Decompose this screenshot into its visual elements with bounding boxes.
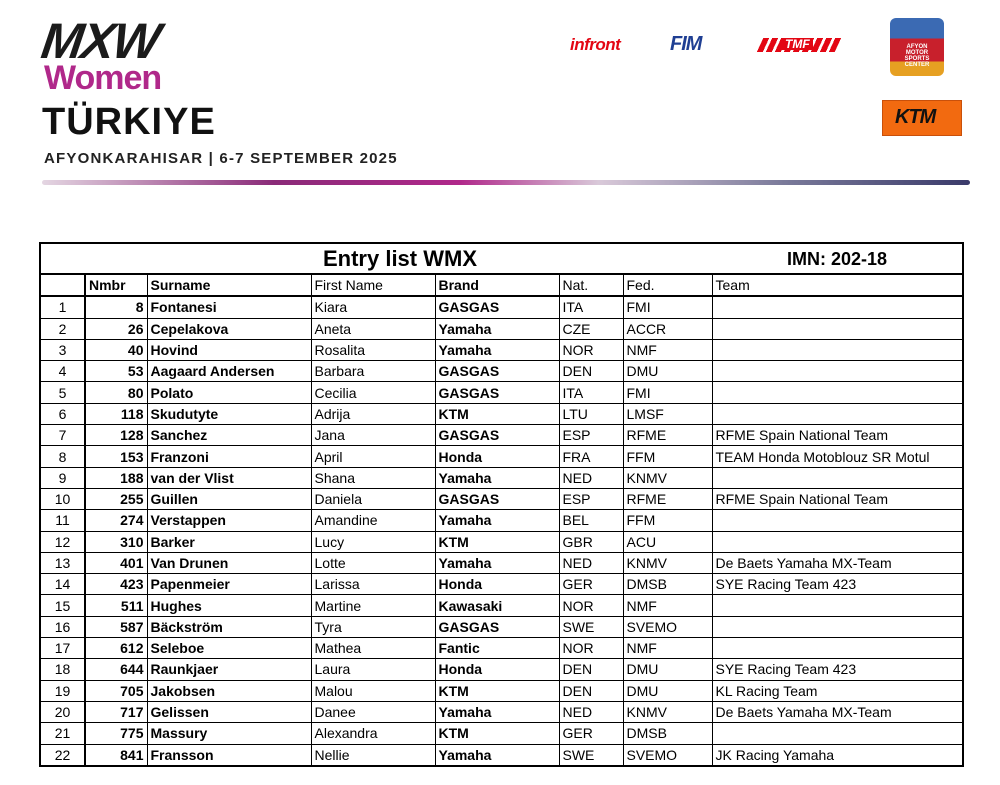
rider-surname: Barker [147, 531, 311, 552]
rider-number: 153 [85, 446, 147, 467]
rider-brand: KTM [435, 531, 559, 552]
rider-team: De Baets Yamaha MX-Team [712, 701, 962, 722]
rider-team [712, 403, 962, 424]
rider-number: 401 [85, 552, 147, 573]
rider-first-name: Laura [311, 659, 435, 680]
rider-nationality: LTU [559, 403, 623, 424]
rider-team [712, 361, 962, 382]
table-header-row [41, 275, 962, 296]
rider-first-name: Mathea [311, 638, 435, 659]
rider-team [712, 531, 962, 552]
table-row [41, 595, 962, 616]
row-index: 6 [58, 405, 67, 422]
rider-brand: Yamaha [435, 701, 559, 722]
tmf-logo [760, 35, 840, 55]
table-row [41, 680, 962, 701]
rider-first-name: Martine [311, 595, 435, 616]
col-header-nat: Nat. [559, 275, 623, 296]
rider-nationality: GER [559, 574, 623, 595]
rider-brand: Kawasaki [435, 595, 559, 616]
rider-surname: Massury [147, 723, 311, 744]
row-index: 4 [58, 363, 67, 380]
row-index: 2 [58, 320, 67, 337]
table-row [41, 616, 962, 637]
rider-brand: Yamaha [435, 339, 559, 360]
row-index: 19 [54, 682, 71, 699]
rider-team: RFME Spain National Team [712, 425, 962, 446]
rider-nationality: SWE [559, 744, 623, 765]
rider-team: SYE Racing Team 423 [712, 659, 962, 680]
rider-number: 841 [85, 744, 147, 765]
rider-number: 188 [85, 467, 147, 488]
rider-first-name: Danee [311, 701, 435, 722]
rider-brand: GASGAS [435, 616, 559, 637]
rider-first-name: Daniela [311, 488, 435, 509]
table-row [41, 659, 962, 680]
rider-brand: Yamaha [435, 318, 559, 339]
rider-number: 8 [85, 296, 147, 318]
rider-brand: KTM [435, 723, 559, 744]
rider-team [712, 723, 962, 744]
rider-federation: KNMV [623, 552, 712, 573]
event-logo [38, 13, 422, 176]
table-title: Entry list WMX [322, 246, 477, 271]
mxw-logo: MXW [38, 13, 163, 69]
rider-brand: GASGAS [435, 361, 559, 382]
event-venue-date: AFYONKARAHISAR | 6-7 SEPTEMBER 2025 [44, 150, 398, 167]
rider-nationality: GBR [559, 531, 623, 552]
col-header-index [41, 275, 85, 296]
rider-first-name: Rosalita [311, 339, 435, 360]
rider-first-name: Adrija [311, 403, 435, 424]
table-row [41, 744, 962, 765]
rider-brand: KTM [435, 403, 559, 424]
rider-team [712, 616, 962, 637]
rider-surname: Papenmeier [147, 574, 311, 595]
rider-number: 717 [85, 701, 147, 722]
rider-brand: GASGAS [435, 382, 559, 403]
table-row [41, 531, 962, 552]
rider-federation: RFME [623, 425, 712, 446]
rider-first-name: Tyra [311, 616, 435, 637]
imn-code: IMN: 202-18 [787, 249, 888, 269]
rider-team: TEAM Honda Motoblouz SR Motul [712, 446, 962, 467]
rider-number: 423 [85, 574, 147, 595]
col-header-surname: Surname [147, 275, 311, 296]
rider-number: 705 [85, 680, 147, 701]
rider-nationality: NOR [559, 595, 623, 616]
women-logo: Women [44, 59, 162, 97]
rider-nationality: ESP [559, 488, 623, 509]
rider-federation: FMI [623, 296, 712, 318]
rider-surname: Seleboe [147, 638, 311, 659]
col-header-first-name: First Name [311, 275, 435, 296]
row-index: 11 [55, 512, 70, 529]
rider-number: 53 [85, 361, 147, 382]
ktm-logo [882, 100, 962, 136]
row-index: 18 [54, 661, 71, 678]
table-row [41, 552, 962, 573]
row-index: 16 [54, 618, 71, 635]
rider-team: De Baets Yamaha MX-Team [712, 552, 962, 573]
rider-federation: FFM [623, 510, 712, 531]
rider-brand: GASGAS [435, 296, 559, 318]
rider-first-name: Larissa [311, 574, 435, 595]
rider-nationality: ESP [559, 425, 623, 446]
rider-federation: KNMV [623, 701, 712, 722]
rider-surname: Franzoni [147, 446, 311, 467]
row-index: 15 [54, 597, 71, 614]
rider-number: 274 [85, 510, 147, 531]
rider-federation: SVEMO [623, 616, 712, 637]
rider-federation: DMSB [623, 574, 712, 595]
rider-surname: Jakobsen [147, 680, 311, 701]
rider-brand: Yamaha [435, 552, 559, 573]
header-divider-stripe [42, 180, 970, 185]
rider-surname: Hovind [147, 339, 311, 360]
col-header-team: Team [712, 275, 962, 296]
rider-number: 255 [85, 488, 147, 509]
entry-list-table [39, 242, 964, 767]
rider-nationality: ITA [559, 296, 623, 318]
rider-team [712, 510, 962, 531]
table-title-row [41, 244, 962, 275]
rider-first-name: Alexandra [311, 723, 435, 744]
rider-surname: van der Vlist [147, 467, 311, 488]
rider-federation: FMI [623, 382, 712, 403]
rider-surname: Sanchez [147, 425, 311, 446]
table-row [41, 425, 962, 446]
row-index: 17 [54, 640, 71, 657]
tmf-logo-text: TMF [782, 38, 813, 50]
rider-first-name: Lucy [311, 531, 435, 552]
table-row [41, 361, 962, 382]
table-row [41, 467, 962, 488]
rider-nationality: GER [559, 723, 623, 744]
table-row [41, 701, 962, 722]
rider-first-name: Barbara [311, 361, 435, 382]
rider-nationality: NOR [559, 638, 623, 659]
fim-logo: FIM [670, 33, 702, 55]
rider-team [712, 339, 962, 360]
rider-federation: DMU [623, 659, 712, 680]
ktm-logo-text: KTM [895, 106, 936, 128]
rider-brand: GASGAS [435, 488, 559, 509]
rider-team [712, 296, 962, 318]
rider-brand: Yamaha [435, 744, 559, 765]
rider-nationality: DEN [559, 659, 623, 680]
afyon-motor-sports-logo [890, 18, 944, 76]
table-row [41, 382, 962, 403]
row-index: 21 [54, 725, 71, 742]
table-row [41, 510, 962, 531]
rider-first-name: Cecilia [311, 382, 435, 403]
rider-first-name: Lotte [311, 552, 435, 573]
row-index: 8 [58, 448, 67, 465]
rider-team: SYE Racing Team 423 [712, 574, 962, 595]
rider-first-name: Nellie [311, 744, 435, 765]
rider-brand: Honda [435, 574, 559, 595]
rider-team: RFME Spain National Team [712, 488, 962, 509]
rider-brand: GASGAS [435, 425, 559, 446]
rider-brand: Yamaha [435, 467, 559, 488]
rider-federation: SVEMO [623, 744, 712, 765]
row-index: 1 [58, 299, 67, 316]
rider-nationality: BEL [559, 510, 623, 531]
rider-federation: DMU [623, 680, 712, 701]
row-index: 3 [58, 342, 67, 359]
row-index: 13 [54, 555, 71, 571]
rider-number: 644 [85, 659, 147, 680]
rider-federation: KNMV [623, 467, 712, 488]
rider-federation: NMF [623, 638, 712, 659]
rider-number: 128 [85, 425, 147, 446]
rider-nationality: NED [559, 467, 623, 488]
rider-number: 310 [85, 531, 147, 552]
rider-nationality: CZE [559, 318, 623, 339]
rider-number: 26 [85, 318, 147, 339]
row-index: 10 [54, 491, 71, 508]
rider-brand: Fantic [435, 638, 559, 659]
row-index: 7 [58, 427, 67, 444]
rider-nationality: FRA [559, 446, 623, 467]
col-header-brand: Brand [435, 275, 559, 296]
rider-brand: Honda [435, 446, 559, 467]
table-row [41, 446, 962, 467]
rider-surname: Fontanesi [147, 296, 311, 318]
rider-federation: ACCR [623, 318, 712, 339]
row-index: 9 [58, 469, 67, 486]
afyon-logo-text: AFYON MOTOR SPORTS CENTER [904, 44, 930, 68]
rider-number: 511 [85, 595, 147, 616]
rider-surname: Hughes [147, 595, 311, 616]
rider-surname: Raunkjaer [147, 659, 311, 680]
rider-federation: NMF [623, 595, 712, 616]
rider-surname: Fransson [147, 744, 311, 765]
rider-surname: Gelissen [147, 701, 311, 722]
rider-brand: Honda [435, 659, 559, 680]
table-row [41, 488, 962, 509]
rider-team [712, 382, 962, 403]
rider-surname: Polato [147, 382, 311, 403]
rider-nationality: DEN [559, 680, 623, 701]
rider-nationality: SWE [559, 616, 623, 637]
rider-first-name: Jana [311, 425, 435, 446]
rider-number: 587 [85, 616, 147, 637]
rider-federation: NMF [623, 339, 712, 360]
rider-first-name: April [311, 446, 435, 467]
rider-federation: RFME [623, 488, 712, 509]
rider-surname: Aagaard Andersen [147, 361, 311, 382]
rider-nationality: ITA [559, 382, 623, 403]
row-index: 22 [54, 746, 71, 763]
rider-team [712, 318, 962, 339]
rider-team [712, 467, 962, 488]
rider-number: 612 [85, 638, 147, 659]
rider-federation: ACU [623, 531, 712, 552]
rider-surname: Bäckström [147, 616, 311, 637]
row-index: 14 [54, 576, 71, 593]
col-header-fed: Fed. [623, 275, 712, 296]
table-row [41, 403, 962, 424]
rider-surname: Skudutyte [147, 403, 311, 424]
rider-federation: DMSB [623, 723, 712, 744]
rider-surname: Van Drunen [147, 552, 311, 573]
table-row [41, 339, 962, 360]
rider-first-name: Shana [311, 467, 435, 488]
event-country: TÜRKIYE [42, 101, 216, 143]
rider-number: 775 [85, 723, 147, 744]
rider-number: 40 [85, 339, 147, 360]
rider-surname: Guillen [147, 488, 311, 509]
rider-number: 118 [85, 403, 147, 424]
rider-team: KL Racing Team [712, 680, 962, 701]
table-row [41, 318, 962, 339]
rider-first-name: Aneta [311, 318, 435, 339]
rider-federation: DMU [623, 361, 712, 382]
rider-nationality: NED [559, 701, 623, 722]
rider-surname: Verstappen [147, 510, 311, 531]
rider-team [712, 638, 962, 659]
rider-first-name: Amandine [311, 510, 435, 531]
rider-nationality: DEN [559, 361, 623, 382]
rider-nationality: NED [559, 552, 623, 573]
row-index: 12 [54, 533, 71, 550]
rider-federation: LMSF [623, 403, 712, 424]
rider-team [712, 595, 962, 616]
infront-logo: infront [570, 35, 621, 54]
rider-surname: Cepelakova [147, 318, 311, 339]
rider-brand: Yamaha [435, 510, 559, 531]
table-row [41, 296, 962, 318]
rider-nationality: NOR [559, 339, 623, 360]
rider-team: JK Racing Yamaha [712, 744, 962, 765]
rider-first-name: Malou [311, 680, 435, 701]
table-row [41, 723, 962, 744]
rider-federation: FFM [623, 446, 712, 467]
rider-number: 80 [85, 382, 147, 403]
rider-brand: KTM [435, 680, 559, 701]
table-row [41, 638, 962, 659]
row-index: 20 [54, 704, 71, 721]
row-index: 5 [58, 384, 67, 401]
col-header-nmbr: Nmbr [85, 275, 147, 296]
rider-first-name: Kiara [311, 296, 435, 318]
table-row [41, 574, 962, 595]
